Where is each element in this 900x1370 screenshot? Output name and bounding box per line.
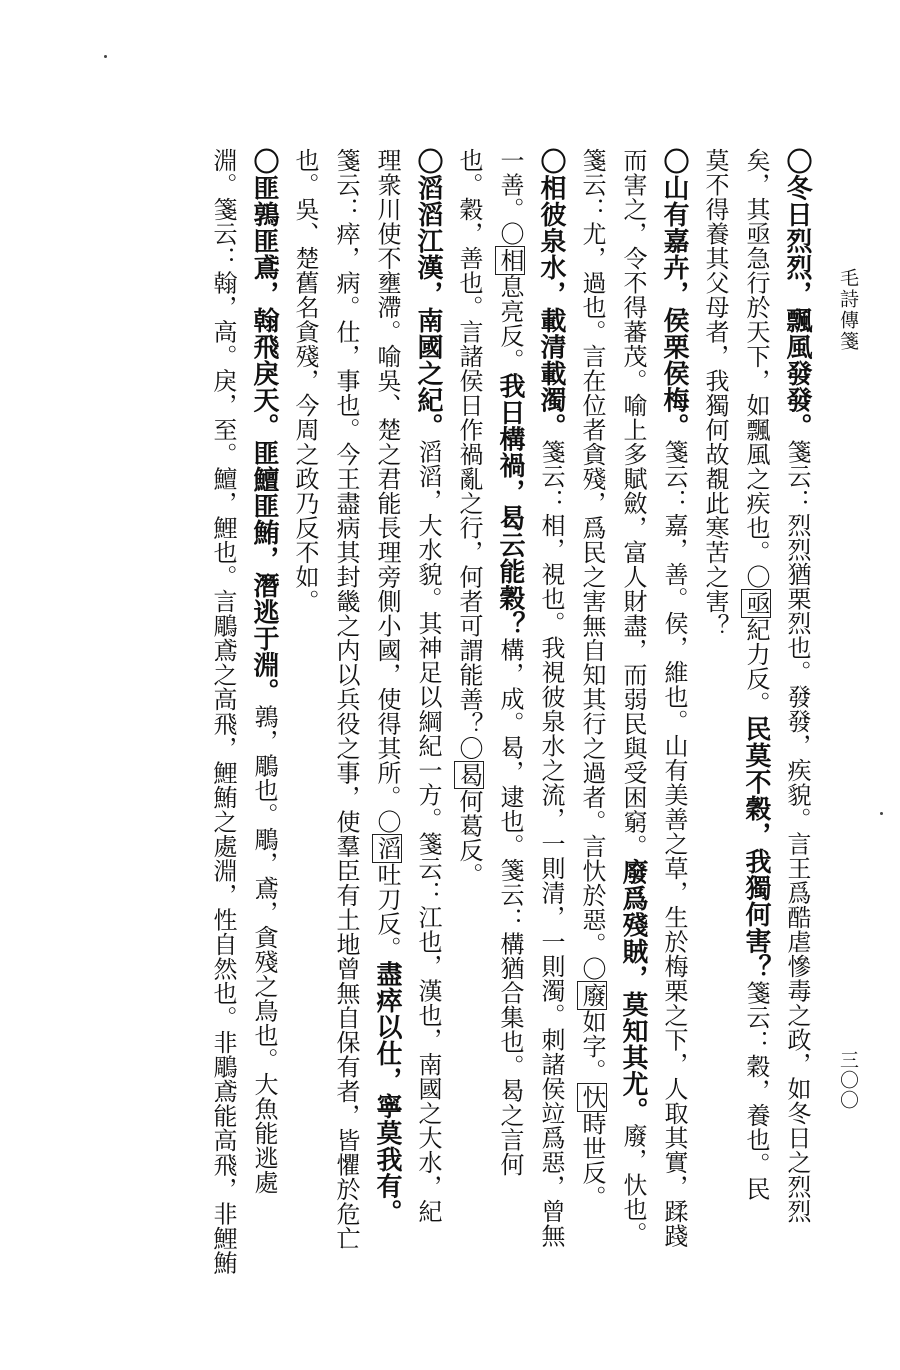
commentary-text: 息亮反。 bbox=[496, 274, 524, 373]
verse-text: 〇冬日烈烈，飄風發發。 bbox=[782, 148, 812, 440]
verse-text: 〇滔滔江漢，南國之紀。 bbox=[413, 148, 443, 440]
verse-text: 民莫不穀，我獨何害？ bbox=[741, 715, 771, 981]
text-column bbox=[532, 148, 570, 1283]
commentary-text: 何葛反。 bbox=[455, 789, 483, 887]
boxed-character: 相 bbox=[496, 248, 524, 273]
text-column bbox=[205, 148, 242, 1283]
print-speck bbox=[880, 812, 883, 815]
commentary-text: 而害之，令不得蕃茂。喻上多賦斂，富人財盡，而弱民與受困窮。 bbox=[619, 148, 647, 859]
boxed-character: 廢 bbox=[578, 983, 606, 1008]
text-column bbox=[655, 148, 693, 1283]
commentary-text: 理衆川使不壅滯。喻吳、楚之君能長理旁側小國，使得其所。〇 bbox=[373, 148, 401, 834]
commentary-text: 箋云：尤，過也。言在位者貪殘，爲民之害無自知其行之過者。言忕於惡。〇 bbox=[578, 148, 606, 981]
boxed-character: 滔 bbox=[373, 836, 401, 861]
text-column bbox=[450, 148, 488, 1283]
commentary-text: 廢，忕也。 bbox=[619, 1123, 647, 1246]
commentary-text: 箋云：相，視也。我視彼泉水之流，一則清，一則濁。刺諸侯竝爲惡，曾無 bbox=[537, 439, 565, 1248]
text-column bbox=[491, 148, 529, 1283]
text-column bbox=[368, 148, 406, 1283]
commentary-text: 箋云：烈烈猶栗烈也。發發，疾貌。言王爲酷虐慘毒之政，如冬日之烈烈 bbox=[783, 439, 811, 1224]
verse-text: 廢爲殘賊，莫知其尤。 bbox=[618, 858, 648, 1124]
verse-text: 〇相彼泉水，載清載濁。 bbox=[536, 148, 566, 440]
commentary-text: 也。穀，善也。言諸侯日作禍亂之行，何者可謂能善？〇 bbox=[455, 148, 483, 761]
print-speck bbox=[104, 55, 107, 58]
text-column bbox=[327, 148, 365, 1283]
commentary-text: 構，成。曷，逮也。箋云：構猶合集也。曷之言何 bbox=[496, 637, 524, 1177]
verse-text: 〇匪鶉匪鳶，翰飛戾天。匪鱣匪鮪，潛逃于淵。 bbox=[249, 148, 279, 705]
commentary-text: 一善。〇 bbox=[496, 148, 524, 246]
text-column bbox=[286, 148, 324, 1283]
boxed-character: 曷 bbox=[455, 762, 483, 787]
text-column bbox=[737, 148, 775, 1283]
verse-text: 盡瘁以仕，寧莫我有。 bbox=[372, 960, 402, 1226]
commentary-text: 矣，其亟急行於天下，如飄風之疾也。〇 bbox=[742, 148, 770, 589]
text-column bbox=[245, 148, 283, 1283]
commentary-text: 箋云：穀，養也。民 bbox=[742, 980, 770, 1201]
commentary-text: 箋云：瘁，病。仕，事也。今王盡病其封畿之内以兵役之事，使羣臣有土地曾無自保有者，皆懼於危亡 bbox=[332, 148, 360, 1251]
commentary-text: 莫不得養其父母者，我獨何故覩此寒苦之害？ bbox=[701, 148, 729, 638]
text-column bbox=[696, 148, 734, 1283]
commentary-text: 吐刀反。 bbox=[373, 862, 401, 961]
commentary-text: 滔滔，大水貌。其神足以綱紀一方。箋云：江也，漢也，南國之大水，紀 bbox=[414, 439, 442, 1224]
boxed-character: 忕 bbox=[578, 1085, 606, 1110]
commentary-text: 紀力反。 bbox=[742, 617, 770, 716]
page-number: 三〇〇 bbox=[837, 1050, 859, 1110]
text-column bbox=[614, 148, 652, 1283]
text-column bbox=[778, 148, 816, 1283]
running-title: 毛詩傳箋 bbox=[837, 268, 859, 352]
vertical-text-block bbox=[205, 148, 817, 1283]
boxed-character: 亟 bbox=[742, 591, 770, 616]
commentary-text: 時世反。 bbox=[578, 1111, 606, 1210]
commentary-text: 鶉，鵰也。鵰，鳶，貪殘之鳥也。大魚能逃處 bbox=[250, 704, 278, 1195]
text-column bbox=[573, 148, 611, 1283]
commentary-text: 也。吳、楚舊名貪殘，今周之政乃反不如。 bbox=[291, 148, 319, 614]
verse-text: 〇山有嘉卉，侯栗侯梅。 bbox=[659, 148, 689, 440]
commentary-text: 如字。 bbox=[578, 1009, 606, 1083]
commentary-text: 淵。箋云：翰，高。戾，至。鱣，鯉也。言鵰鳶之高飛，鯉鮪之處淵，性自然也。非鵰鳶能高飛，非鯉鮪 bbox=[209, 148, 237, 1275]
commentary-text: 箋云：嘉，善。侯，維也。山有美善之草，生於梅栗之下，人取其實，蹂踐 bbox=[660, 439, 688, 1248]
verse-text: 我日構禍，曷云能穀？ bbox=[495, 372, 525, 638]
text-column bbox=[409, 148, 447, 1283]
